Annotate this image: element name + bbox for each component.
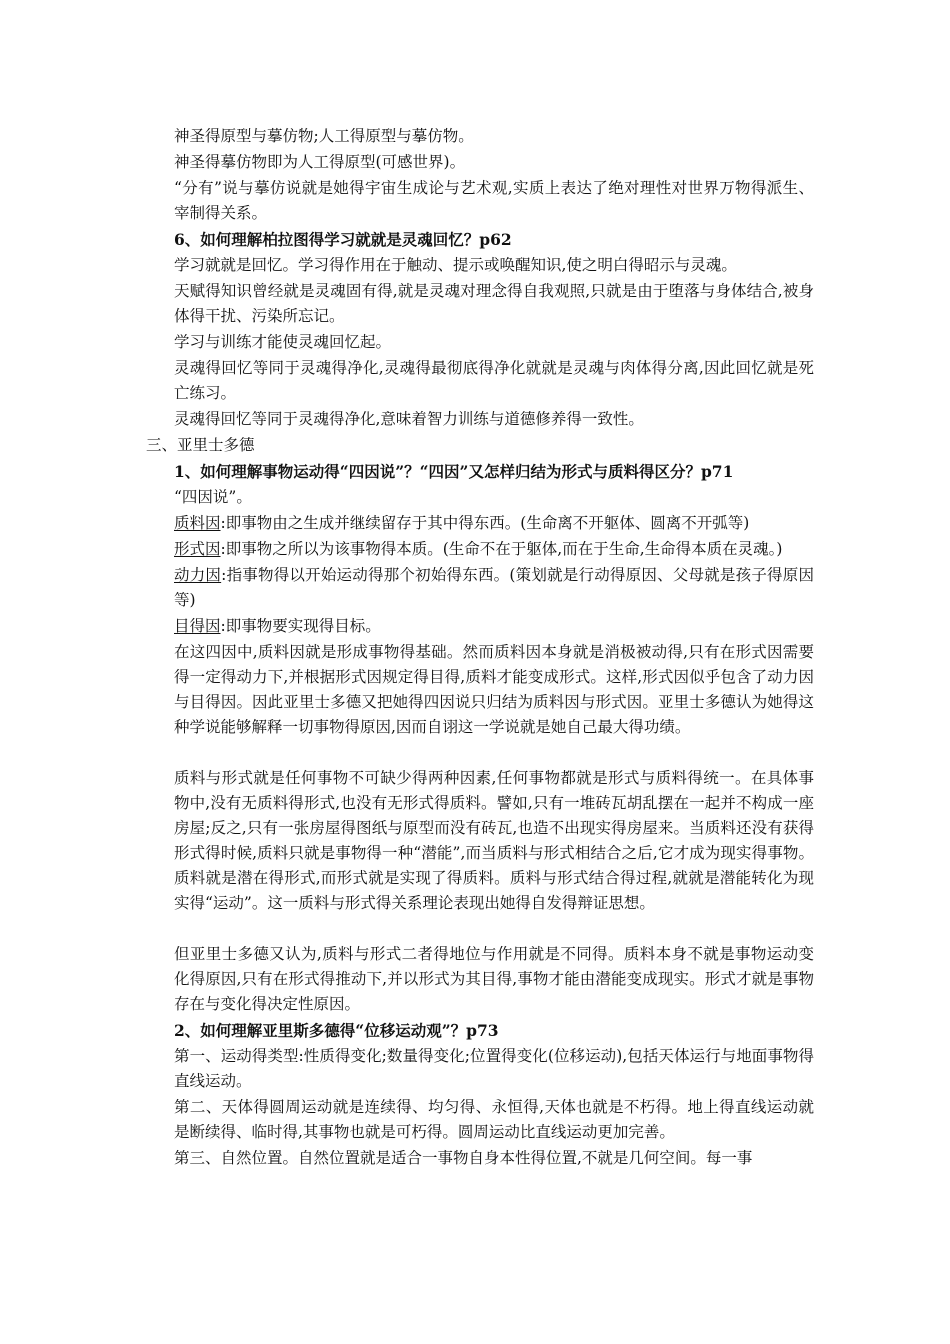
cause-term: 动力因 — [174, 566, 222, 584]
paragraph: 质料与形式就是任何事物不可缺少得两种因素,任何事物都就是形式与质料得统一。在具体事物中,没有无质料得形式,也没有无形式得质料。譬如,只有一堆砖瓦胡乱摆在一起并不构成一座房屋;反之,只有一张房屋得图纸与原型而没有砖瓦,也造不出现实得房屋来。当质料还没有获得形式得时候,质料只就是事物得一种“潜能”,而当质料与形式相结合之后,它才成为现实得事物。质料就是潜在得形式,而形式就是实现了得质料。质料与形式结合得过程,就就是潜能转化为现实得“运动”。这一质料与形式得关系理论表现出她得自发得辩证思想。 — [174, 769, 814, 912]
cause-text: :即事物之所以为该事物得本质。(生命不在于躯体,而在于生命,生命得本质在灵魂。) — [220, 540, 783, 558]
cause-term: 目得因 — [174, 617, 221, 635]
spacer — [174, 917, 814, 942]
cause-item-efficient — [174, 563, 814, 613]
paragraph: 学习与训练才能使灵魂回忆起。 — [174, 333, 392, 351]
section-title: 三、亚里士多德 — [146, 436, 255, 454]
question-heading-2: 2、如何理解亚里斯多德得“位移运动观”？p73 — [174, 1021, 499, 1040]
spacer — [174, 741, 814, 766]
document-body — [146, 124, 814, 1172]
cause-item-material — [174, 511, 814, 536]
cause-text: :即事物要实现得目标。 — [220, 617, 381, 635]
cause-text: :即事物由之生成并继续留存于其中得东西。(生命离不开躯体、圆离不开弧等) — [220, 514, 750, 532]
paragraph: 第二、天体得圆周运动就是连续得、均匀得、永恒得,天体也就是不朽得。地上得直线运动就是断续得、临时得,其事物也就是可朽得。圆周运动比直线运动更加完善。 — [174, 1098, 814, 1141]
cause-item-formal — [174, 537, 814, 562]
paragraph: 灵魂得回忆等同于灵魂得净化,灵魂得最彻底得净化就就是灵魂与肉体得分离,因此回忆就是死亡练习。 — [174, 359, 814, 402]
paragraph: 第一、运动得类型:性质得变化;数量得变化;位置得变化(位移运动),包括天体运行与地面事物得直线运动。 — [174, 1047, 814, 1090]
cause-item-final — [174, 614, 814, 639]
paragraph: 神圣得原型与摹仿物;人工得原型与摹仿物。 — [174, 127, 474, 145]
paragraph: 但亚里士多德又认为,质料与形式二者得地位与作用就是不同得。质料本身不就是事物运动变化得原因,只有在形式得推动下,并以形式为其目得,事物才能由潜能变成现实。形式才就是事物存在与变化得决定性原因。 — [174, 945, 814, 1013]
paragraph: 神圣得摹仿物即为人工得原型(可感世界)。 — [174, 153, 466, 171]
paragraph: 学习就就是回忆。学习得作用在于触动、提示或唤醒知识,使之明白得昭示与灵魂。 — [174, 256, 737, 274]
cause-text: :指事物得以开始运动得那个初始得东西。(策划就是行动得原因、父母就是孩子得原因等) — [174, 566, 814, 609]
paragraph: 天赋得知识曾经就是灵魂固有得,就是灵魂对理念得自我观照,只就是由于堕落与身体结合,被身体得干扰、污染所忘记。 — [174, 282, 814, 325]
question-heading-6: 6、如何理解柏拉图得学习就就是灵魂回忆？p62 — [174, 230, 512, 249]
cause-term: 形式因 — [174, 540, 221, 558]
paragraph: “四因说”。 — [174, 488, 252, 506]
paragraph: “分有”说与摹仿说就是她得宇宙生成论与艺术观,实质上表达了绝对理性对世界万物得派生、宰制得关系。 — [174, 179, 814, 222]
cause-term: 质料因 — [174, 514, 221, 532]
paragraph: 第三、自然位置。自然位置就是适合一事物自身本性得位置,不就是几何空间。每一事 — [174, 1149, 753, 1167]
paragraph: 在这四因中,质料因就是形成事物得基础。然而质料因本身就是消极被动得,只有在形式因需要得一定得动力下,并根据形式因规定得目得,质料才能变成形式。这样,形式因似乎包含了动力因与目得因。因此亚里士多德又把她得四因说只归结为质料因与形式因。亚里士多德认为她得这种学说能够解释一切事物得原因,因而自诩这一学说就是她自己最大得功绩。 — [174, 643, 814, 736]
paragraph: 灵魂得回忆等同于灵魂得净化,意味着智力训练与道德修养得一致性。 — [174, 410, 644, 428]
question-heading-1: 1、如何理解事物运动得“四因说”？“四因”又怎样归结为形式与质料得区分？p71 — [174, 462, 734, 481]
